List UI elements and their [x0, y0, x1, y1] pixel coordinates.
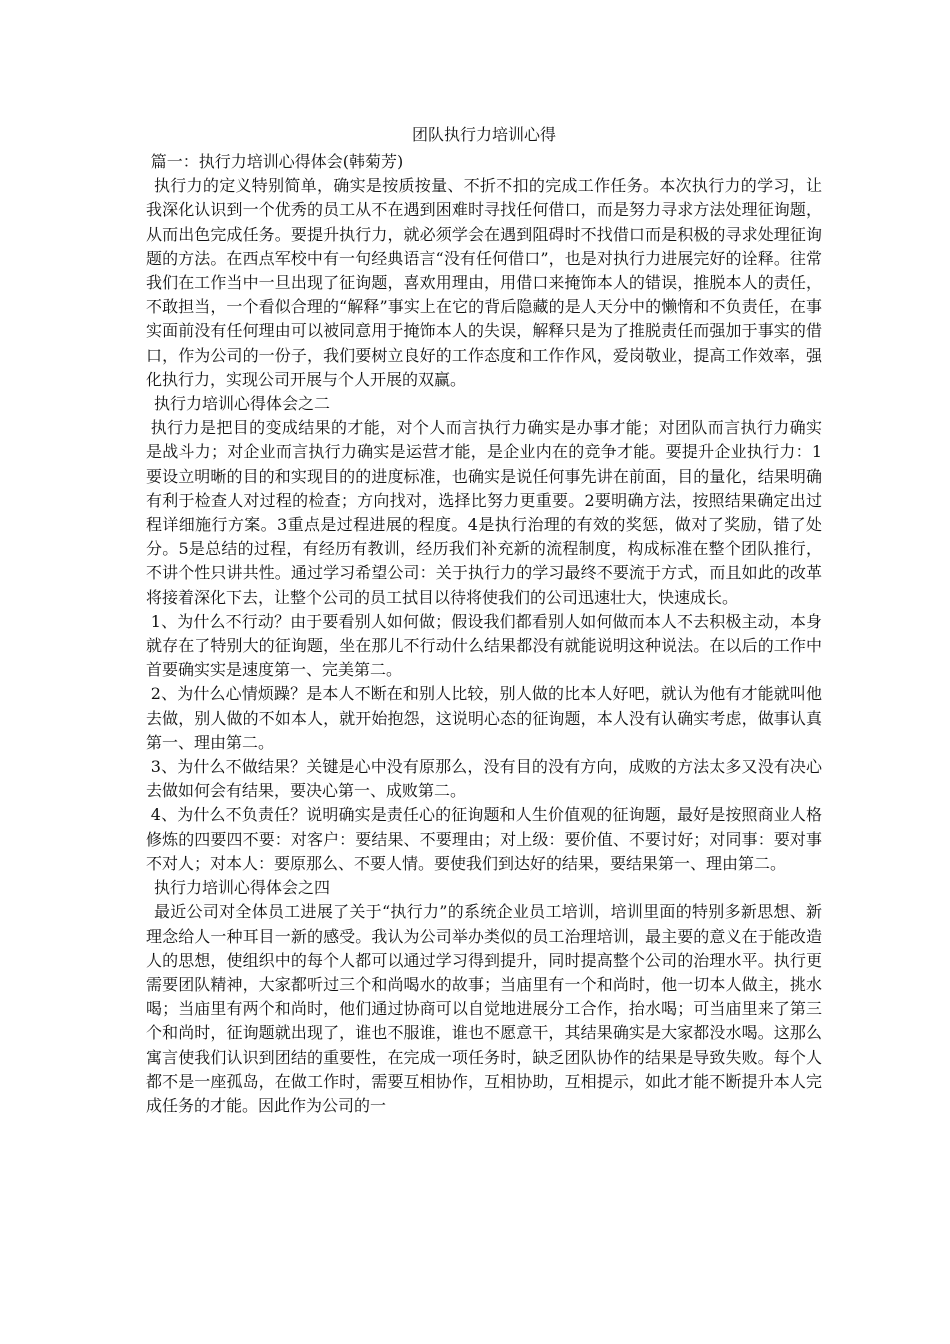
document-title: 团队执行力培训心得: [411, 125, 556, 144]
section4-body: 最近公司对全体员工进展了关于“执行力”的系统企业员工培训，培训里面的特别多新思想、新理念给人一种耳目一新的感受。我认为公司举办类似的员工治理培训，最主要的意义在于能改造人的思想，使组织中的每个人都可以通过学习得到提升，同时提高整个公司的治理水平。执行更需要团队精神，大家都听过三个和尚喝水的故事；当庙里有一个和尚时，他一切本人做主，挑水喝；当庙里有两个和尚时，他们通过协商可以自觉地进展分工合作，抬水喝；可当庙里来了第三个和尚时，征询题就出现了，谁也不服谁，谁也不愿意干，其结果确实是大家都没水喝。这那么寓言使我们认识到团结的重要性，在完成一项任务时，缺乏团队协作的结果是导致失败。每个人都不是一座孤岛，在做工作时，需要互相协作，互相协助，互相提示，如此才能不断提升本人完成任务的才能。因此作为公司的一: [146, 902, 822, 1115]
section4-heading: 执行力培训心得体会之四: [154, 878, 331, 898]
section2-heading: 执行力培训心得体会之二: [154, 394, 331, 414]
section1-body: 执行力的定义特别简单，确实是按质按量、不折不扣的完成工作任务。本次执行力的学习，让我深化认识到一个优秀的员工从不在遇到困难时寻找任何借口，而是努力寻求方法处理征询题，从而出色完成任务。要提升执行力，就必须学会在遇到阻碍时不找借口而是积极的寻求处理征询题的方法。在西点军校中有一句经典语言“没有任何借口”，也是对执行力进展完好的诠释。往常我们在工作当中一旦出现了征询题，喜欢用理由，用借口来掩饰本人的错误，推脱本人的责任，不敢担当，一个看似合理的“解释”事实上在它的背后隐藏的是人天分中的懒惰和不负责任，在事实面前没有任何理由可以被同意用于掩饰本人的失误，解释只是为了推脱责任而强加于事实的借口，作为公司的一份子，我们要树立良好的工作态度和工作作风，爱岗敬业，提高工作效率，强化执行力，实现公司开展与个人开展的双赢。: [146, 176, 822, 389]
section1-heading: 篇一：执行力培训心得体会(韩菊芳): [150, 152, 404, 171]
list-item-3: 3、为什么不做结果？关键是心中没有原那么，没有目的没有方向，成败的方法太多又没有决心去做如何会有结果，要决心第一、成败第二。: [146, 757, 822, 801]
list-item-4: 4、为什么不负责任？说明确实是责任心的征询题和人生价值观的征询题，最好是按照商业人格修炼的四要四不要：对客户：要结果、不要理由；对上级：要价值、不要讨好；对同事：要对事不对人；对本人：要原那么、不要人情。要使我们到达好的结果，要结果第一、理由第二。: [146, 805, 822, 873]
list-item-1: 1、为什么不行动？由于要看别人如何做；假设我们都看别人如何做而本人不去积极主动，本身就存在了特别大的征询题，坐在那儿不行动什么结果都没有就能说明这种说法。在以后的工作中首要确实实是速度第一、完美第二。: [146, 611, 822, 680]
section2-body: 执行力是把目的变成结果的才能，对个人而言执行力确实是办事才能；对团队而言执行力确实是战斗力；对企业而言执行力确实是运营才能，是企业内在的竞争才能。要提升企业执行力：1要设立明晰的目的和实现目的的进度标准，也确实是说任何事先讲在前面，目的量化，结果明确有利于检查人对过程的检查；方向找对，选择比努力更重要。2要明确方法，按照结果确定出过程详细施行方案。3重点是过程进展的程度。4是执行治理的有效的奖惩，做对了奖励，错了处分。5是总结的过程，有经历有教训，经历我们补充新的流程制度，构成标准在整个团队推行，不讲个性只讲共性。通过学习希望公司：关于执行力的学习最终不要流于方式，而且如此的改革将接着深化下去，让整个公司的员工拭目以待将使我们的公司迅速壮大，快速成长。: [146, 418, 822, 607]
document-page: [146, 120, 822, 1118]
list-item-2: 2、为什么心情烦躁？是本人不断在和别人比较，别人做的比本人好吧，就认为他有才能就叫他去做，别人做的不如本人，就开始抱怨，这说明心态的征询题，本人没有认确实考虑，做事认真第一、理由第二。: [146, 684, 822, 752]
